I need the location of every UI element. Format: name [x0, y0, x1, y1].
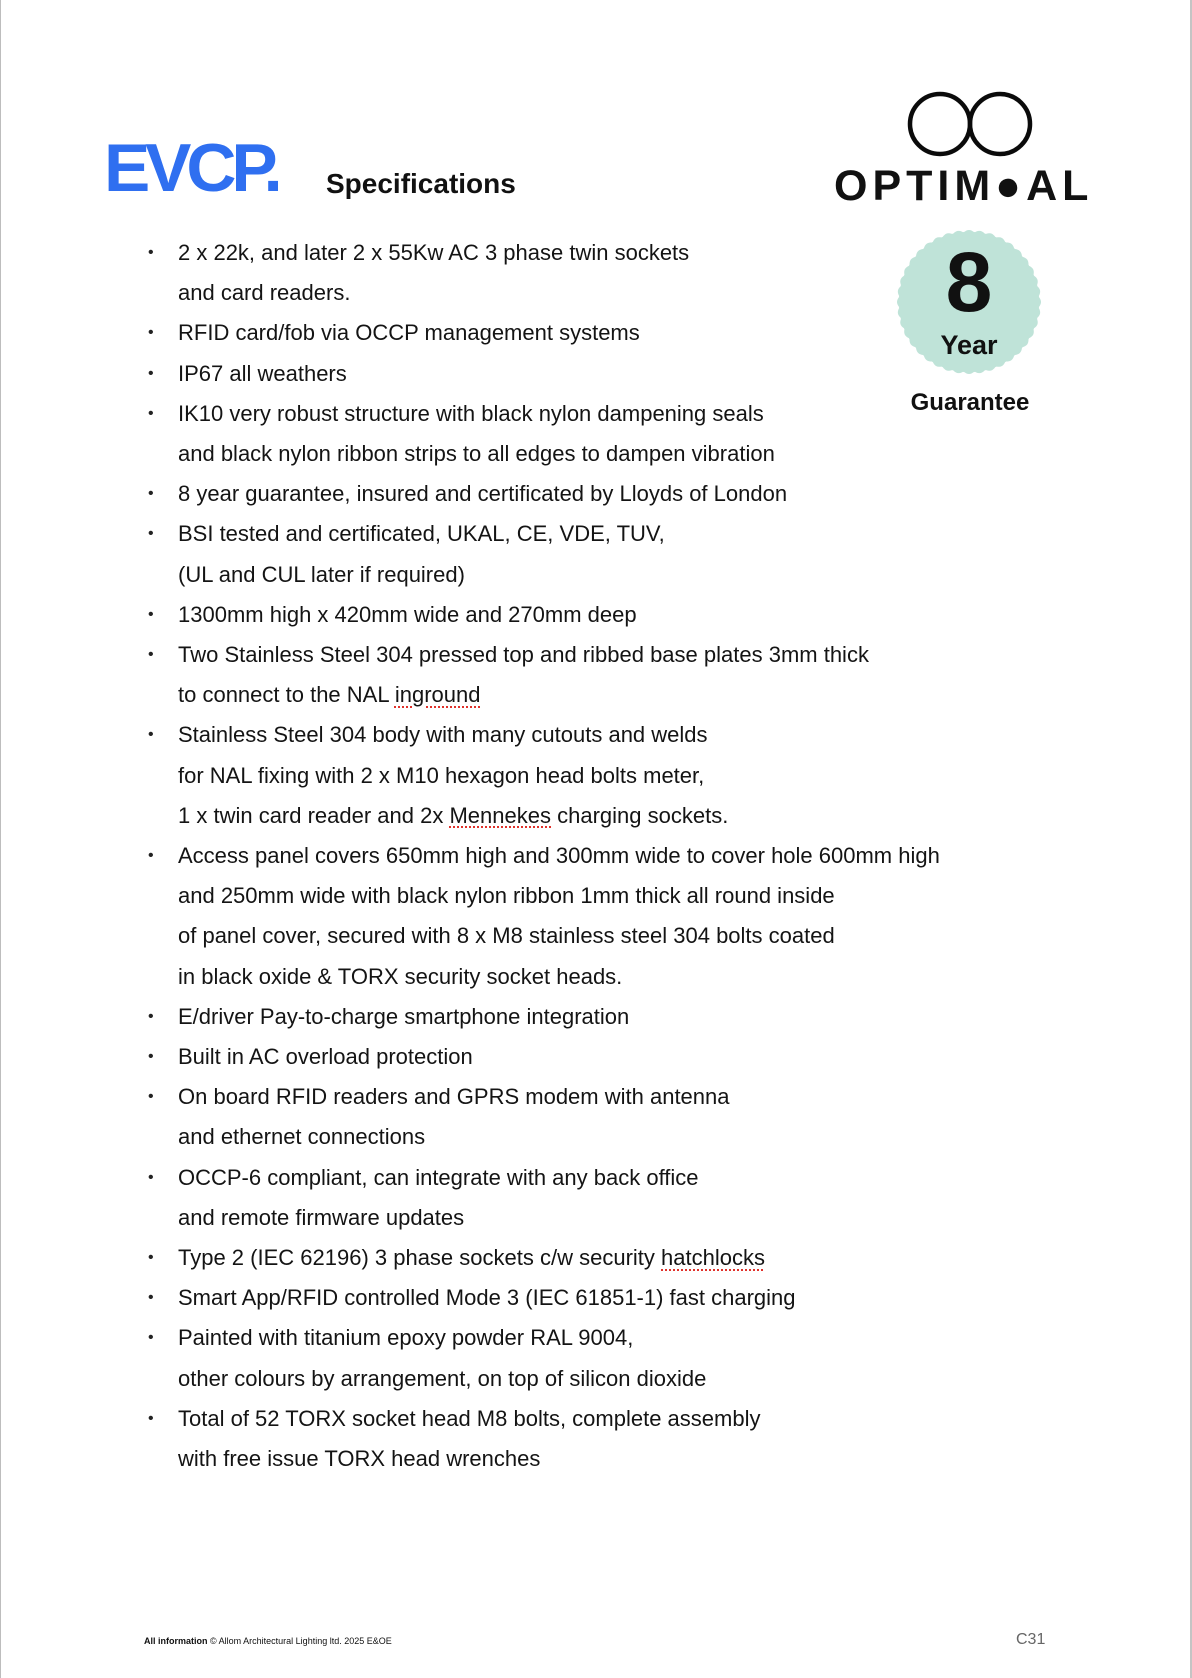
- page-title: Specifications: [326, 168, 516, 199]
- spec-line: and black nylon ribbon strips to all edges to dampen vibration: [178, 441, 775, 466]
- spec-line: for NAL fixing with 2 x M10 hexagon head bolts meter,: [178, 762, 705, 788]
- optimal-wordmark: OPTIM●AL: [834, 162, 1094, 210]
- page-number: C31: [1016, 1631, 1046, 1648]
- bullet-icon: •: [148, 1088, 154, 1106]
- bullet-icon: •: [148, 1329, 154, 1347]
- bullet-icon: •: [148, 244, 154, 261]
- bullet-icon: •: [148, 364, 154, 382]
- spec-line: and 250mm wide with black nylon ribbon 1mm thick all round inside: [178, 883, 835, 909]
- footer-notice: © Allom Architectural Lighting ltd. 2025 E&OE: [210, 1636, 392, 1646]
- bullet-icon: •: [148, 1007, 154, 1025]
- spec-line: 8 year guarantee, insured and certificated by Lloyds of London: [178, 481, 788, 507]
- spellcheck-flag: inground: [394, 682, 481, 708]
- badge-unit: Year: [940, 330, 998, 360]
- bullet-icon: •: [148, 847, 154, 864]
- spec-line: other colours by arrangement, on top of silicon dioxide: [178, 1365, 707, 1391]
- page-edge-left: [0, 0, 1, 1678]
- bullet-icon: •: [148, 525, 154, 543]
- bullet-icon: •: [148, 1048, 154, 1065]
- spec-line: (UL and CUL later if required): [178, 561, 465, 587]
- spec-line: Total of 52 TORX socket head M8 bolts, complete assembly: [178, 1405, 761, 1431]
- spellcheck-flag: hatchlocks: [661, 1245, 765, 1270]
- spec-line: to connect to the NAL inground: [178, 682, 481, 708]
- evcp-logo: EVCP.: [104, 130, 278, 206]
- bullet-icon: •: [148, 726, 154, 744]
- spec-line: Type 2 (IEC 62196) 3 phase sockets c/w security hatchlocks: [178, 1245, 765, 1270]
- guarantee-badge: [893, 226, 1045, 378]
- optimal-rings-icon: [906, 89, 1036, 159]
- spec-line: 1 x twin card reader and 2x Mennekes charging sockets.: [178, 802, 729, 828]
- spec-line: Smart App/RFID controlled Mode 3 (IEC 61851-1) fast charging: [178, 1285, 796, 1311]
- bullet-icon: •: [148, 1289, 154, 1307]
- bullet-icon: •: [148, 324, 154, 342]
- footer-copyright: [144, 1637, 392, 1646]
- spec-line: RFID card/fob via OCCP management systems: [178, 320, 640, 346]
- footer-label: All information: [144, 1636, 208, 1646]
- bullet-icon: •: [148, 1409, 154, 1427]
- spec-line: Painted with titanium epoxy powder RAL 9004,: [178, 1325, 634, 1351]
- bullet-icon: •: [148, 605, 154, 623]
- spec-line: E/driver Pay-to-charge smartphone integration: [178, 1003, 630, 1029]
- spec-line: Built in AC overload protection: [178, 1044, 473, 1069]
- bullet-icon: •: [148, 1168, 154, 1186]
- spec-line: with free issue TORX head wrenches: [178, 1446, 541, 1471]
- badge-number: 8: [945, 235, 993, 329]
- spec-line: of panel cover, secured with 8 x M8 stainless steel 304 bolts coated: [178, 923, 835, 949]
- spec-line: Access panel covers 650mm high and 300mm wide to cover hole 600mm high: [178, 843, 940, 868]
- spec-line: Stainless Steel 304 body with many cutouts and welds: [178, 722, 708, 748]
- bullet-icon: •: [148, 404, 154, 422]
- spellcheck-flag: Mennekes: [449, 802, 551, 828]
- spec-line: IP67 all weathers: [178, 360, 347, 386]
- spec-line: Two Stainless Steel 304 pressed top and ribbed base plates 3mm thick: [178, 642, 869, 667]
- bullet-icon: •: [148, 1249, 154, 1266]
- optimal-logo: [830, 85, 1110, 210]
- spec-line: and remote firmware updates: [178, 1204, 465, 1230]
- guarantee-caption: Guarantee: [910, 389, 1030, 416]
- bullet-icon: •: [148, 646, 154, 663]
- spec-line: in black oxide & TORX security socket heads.: [178, 963, 623, 989]
- spec-line: OCCP-6 compliant, can integrate with any back office: [178, 1164, 699, 1190]
- spec-line: 2 x 22k, and later 2 x 55Kw AC 3 phase twin sockets: [178, 240, 690, 265]
- spec-line: BSI tested and certificated, UKAL, CE, VDE, TUV,: [178, 521, 665, 547]
- spec-line: On board RFID readers and GPRS modem with antenna: [178, 1084, 730, 1110]
- spec-line: and ethernet connections: [178, 1124, 426, 1150]
- spec-line: 1300mm high x 420mm wide and 270mm deep: [178, 601, 637, 627]
- spec-line: and card readers.: [178, 280, 351, 306]
- spec-line: IK10 very robust structure with black nylon dampening seals: [178, 400, 764, 426]
- bullet-icon: •: [148, 485, 154, 503]
